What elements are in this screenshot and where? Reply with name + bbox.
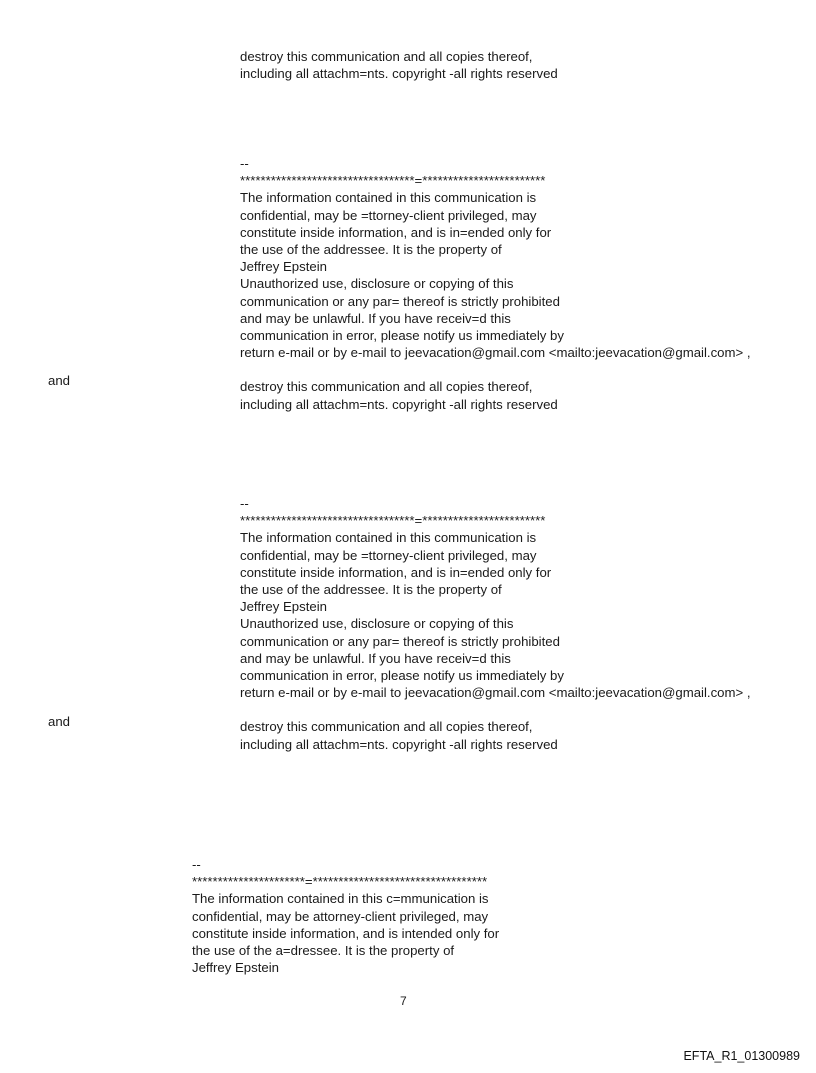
- text-line: confidential, may be attorney-client privileged, may: [192, 908, 489, 924]
- text-line: Unauthorized use, disclosure or copying of this: [240, 616, 514, 632]
- text-line: destroy this communication and all copies thereof,: [240, 379, 533, 395]
- disclaimer-block-1: [240, 155, 751, 413]
- text-line: The information contained in this communication is: [240, 530, 537, 546]
- document-id-stamp: EFTA_R1_01300989: [683, 1049, 800, 1063]
- text-line: communication or any par= thereof is strictly prohibited: [240, 633, 560, 649]
- text-line: The information contained in this communication is: [240, 190, 537, 206]
- page-number: 7: [400, 994, 407, 1008]
- disclaimer-block-2: [240, 495, 751, 753]
- text-line: the use of the addressee. It is the property of: [240, 241, 502, 257]
- text-line: --: [240, 156, 249, 171]
- text-line: --: [192, 857, 201, 872]
- text-line: Jeffrey Epstein: [240, 599, 327, 615]
- disclaimer-block-3: [192, 856, 499, 976]
- wrapped-word-and-1: and: [48, 373, 71, 388]
- text-line: confidential, may be =ttorney-client privileged, may: [240, 207, 537, 223]
- text-line: confidential, may be =ttorney-client privileged, may: [240, 547, 537, 563]
- text-line: and may be unlawful. If you have receiv=d this: [240, 310, 511, 326]
- text-line: constitute inside information, and is intended only for: [192, 925, 500, 941]
- text-line: return e-mail or by e-mail to jeevacation@gmail.com <mailto:jeevacation@gmail.com> ,: [240, 685, 751, 701]
- text-line: communication in error, please notify us immediately by: [240, 327, 564, 343]
- text-line: including all attachm=nts. copyright -all rights reserved: [240, 396, 558, 412]
- text-line: Unauthorized use, disclosure or copying of this: [240, 276, 514, 292]
- text-line: the use of the a=dressee. It is the property of: [192, 942, 455, 958]
- text-line: --: [240, 496, 249, 511]
- text-line: The information contained in this c=mmunication is: [192, 891, 489, 907]
- text-line: including all attachm=nts. copyright -all rights reserved: [240, 736, 558, 752]
- disclaimer-tail-top: [240, 48, 558, 82]
- text-line: return e-mail or by e-mail to jeevacation@gmail.com <mailto:jeevacation@gmail.com> ,: [240, 345, 751, 361]
- text-line: constitute inside information, and is in=ended only for: [240, 564, 552, 580]
- text-line: **********************=**********************************: [192, 874, 488, 890]
- text-line: destroy this communication and all copies thereof,: [240, 719, 533, 735]
- wrapped-word-and-2: and: [48, 714, 71, 729]
- text-line: destroy this communication and all copies thereof,: [240, 49, 533, 64]
- text-line: communication in error, please notify us immediately by: [240, 667, 564, 683]
- text-line: communication or any par= thereof is strictly prohibited: [240, 293, 560, 309]
- text-line: including all attachm=nts. copyright -all rights reserved: [240, 66, 558, 82]
- text-line: and may be unlawful. If you have receiv=d this: [240, 650, 511, 666]
- text-line: [240, 361, 751, 378]
- text-line: the use of the addressee. It is the property of: [240, 581, 502, 597]
- text-line: constitute inside information, and is in=ended only for: [240, 224, 552, 240]
- text-line: Jeffrey Epstein: [192, 960, 279, 976]
- text-line: **********************************=************************: [240, 513, 546, 529]
- text-line: [240, 701, 751, 718]
- text-line: **********************************=************************: [240, 173, 546, 189]
- text-line: Jeffrey Epstein: [240, 259, 327, 275]
